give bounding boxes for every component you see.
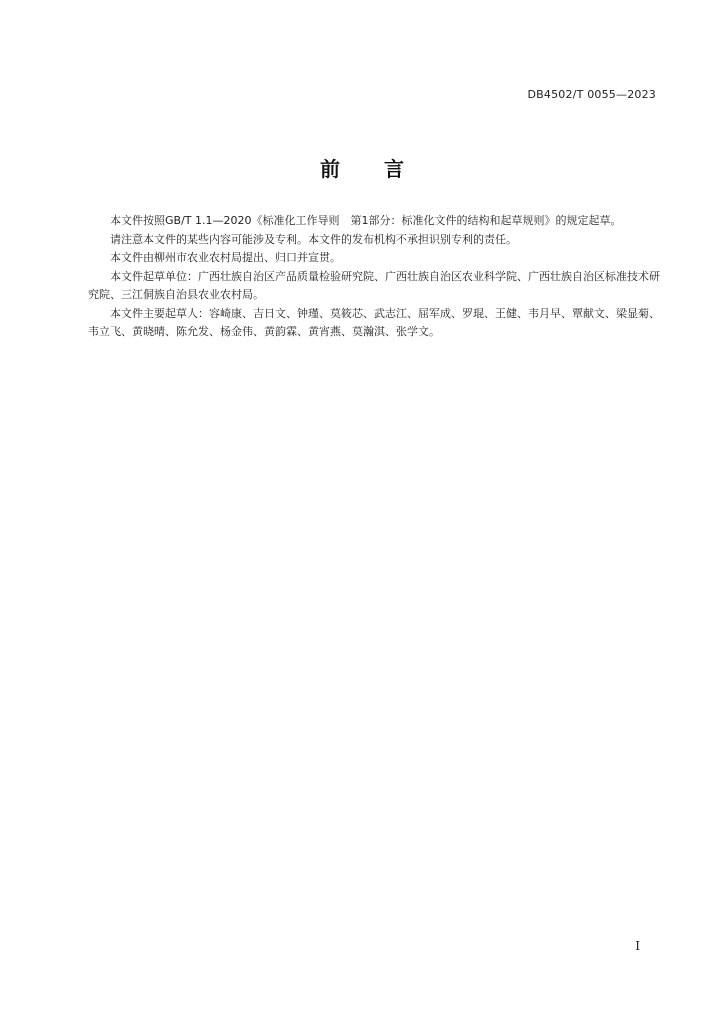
document-code: DB4502/T 0055—2023 [527,88,656,101]
paragraph-patent-notice: 请注意本文件的某些内容可能涉及专利。本文件的发布机构不承担识别专利的责任。 [110,232,517,246]
foreword-body [88,212,660,342]
paragraph-drafting-rules: 本文件按照GB/T 1.1—2020《标准化工作导则 第1部分：标准化文件的结构和起草规则》的规定起草。 [110,214,622,227]
page-number: I [635,939,640,953]
paragraph-drafters: 本文件主要起草人：容崎康、吉日文、钟瑾、莫筱芯、武志江、屈军成、罗琨、王健、韦月早、覃献文、梁显菊、韦立飞、黄晓晴、陈允发、杨金伟、黄韵霖、黄宵燕、莫瀚淇、张学文。 [88,306,660,338]
page-title: 前言 [320,157,448,181]
paragraph-proposer: 本文件由柳州市农业农村局提出、归口并宣贯。 [110,251,341,264]
paragraph-drafting-units: 本文件起草单位：广西壮族自治区产品质量检验研究院、广西壮族自治区农业科学院、广西壮族自治区标准技术研究院、三江侗族自治县农业农村局。 [88,269,660,301]
